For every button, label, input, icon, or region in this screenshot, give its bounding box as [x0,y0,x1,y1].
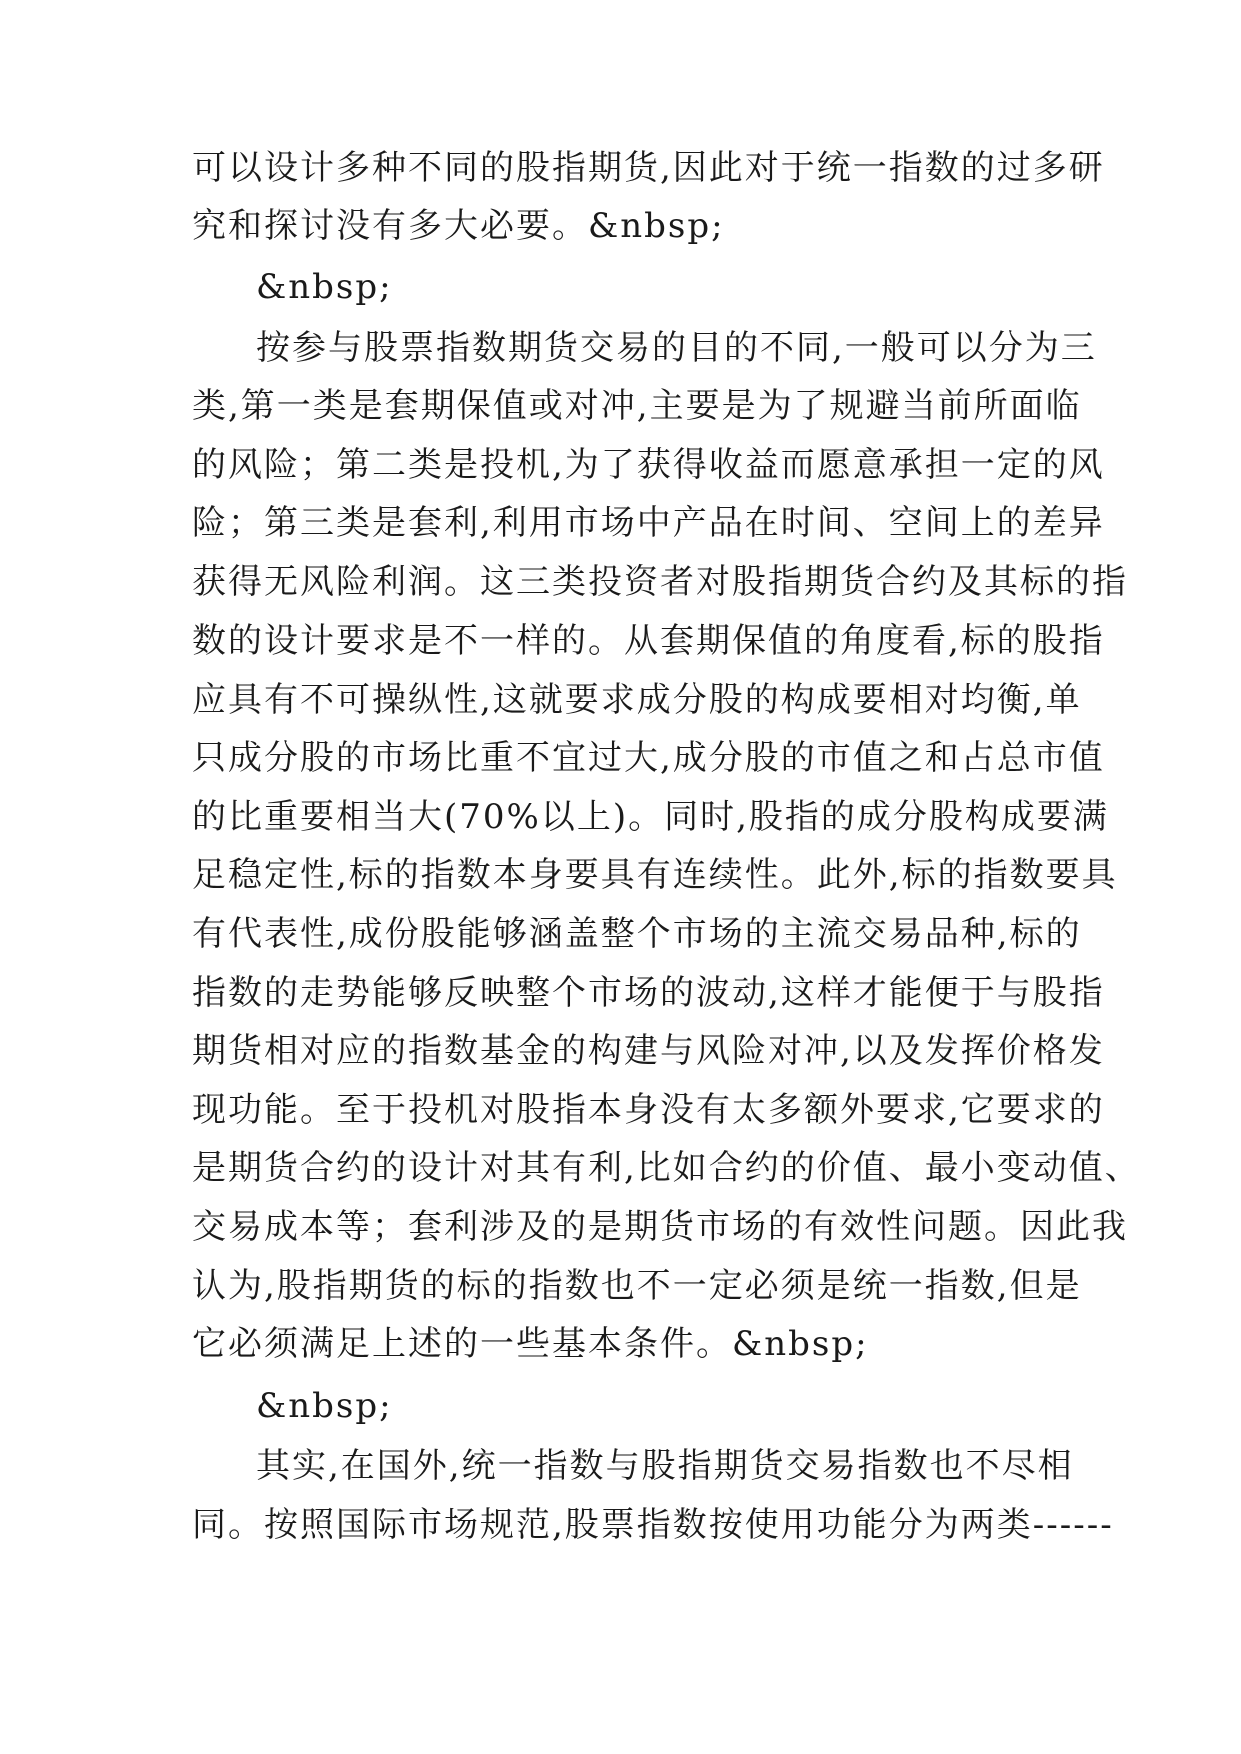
text-line: 它必须满足上述的一些基本条件。&nbsp; [192,1324,869,1364]
text-line: 的风险；第二类是投机,为了获得收益而愿意承担一定的风 [192,445,1105,485]
text-line: &nbsp; [256,1386,393,1426]
text-line: 只成分股的市场比重不宜过大,成分股的市值之和占总市值 [192,738,1105,778]
text-line: &nbsp; [256,267,393,307]
text-line: 交易成本等；套利涉及的是期货市场的有效性问题。因此我 [192,1207,1128,1247]
text-line: 是期货合约的设计对其有利,比如合约的价值、最小变动值、 [192,1148,1141,1188]
text-line: 按参与股票指数期货交易的目的不同,一般可以分为三 [256,328,1097,368]
text-line: 同。按照国际市场规范,股票指数按使用功能分为两类------ [192,1505,1114,1545]
text-line: 的比重要相当大(70%以上)。同时,股指的成分股构成要满 [192,797,1109,837]
text-line: 究和探讨没有多大必要。&nbsp; [192,206,725,246]
text-line: 指数的走势能够反映整个市场的波动,这样才能便于与股指 [192,973,1105,1013]
text-line: 获得无风险利润。这三类投资者对股指期货合约及其标的指 [192,562,1128,602]
text-line: 险；第三类是套利,利用市场中产品在时间、空间上的差异 [192,503,1105,543]
text-line: 认为,股指期货的标的指数也不一定必须是统一指数,但是 [192,1266,1082,1306]
text-line: 可以设计多种不同的股指期货,因此对于统一指数的过多研 [192,148,1105,188]
text-line: 应具有不可操纵性,这就要求成分股的构成要相对均衡,单 [192,680,1082,720]
text-line: 现功能。至于投机对股指本身没有太多额外要求,它要求的 [192,1090,1105,1130]
text-line: 足稳定性,标的指数本身要具有连续性。此外,标的指数要具 [192,855,1118,895]
text-line: 有代表性,成份股能够涵盖整个市场的主流交易品种,标的 [192,914,1082,954]
text-line: 其实,在国外,统一指数与股指期货交易指数也不尽相 [256,1446,1074,1486]
text-line: 数的设计要求是不一样的。从套期保值的角度看,标的股指 [192,621,1105,661]
text-line: 期货相对应的指数基金的构建与风险对冲,以及发挥价格发 [192,1031,1105,1071]
text-line: 类,第一类是套期保值或对冲,主要是为了规避当前所面临 [192,386,1082,426]
